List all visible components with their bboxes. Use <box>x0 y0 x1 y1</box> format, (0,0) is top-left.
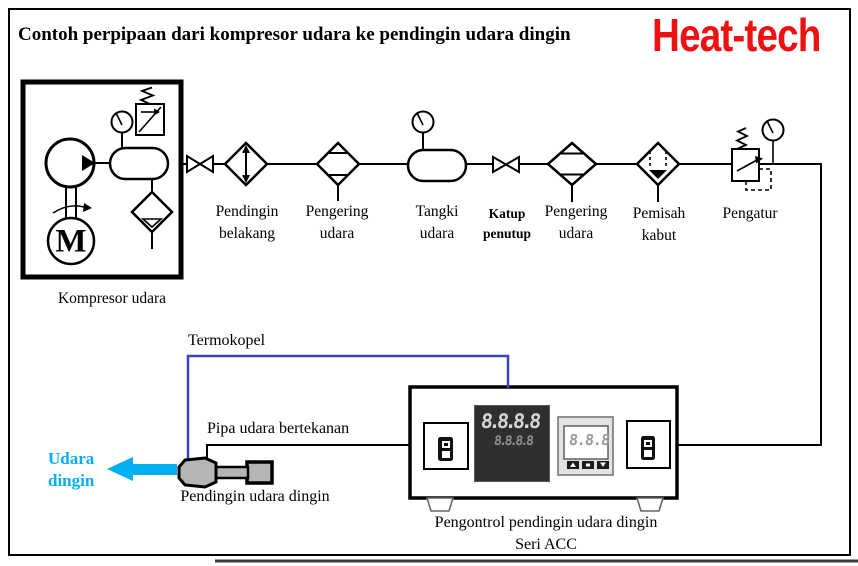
heat-tech-logo: Heat-tech <box>652 9 821 61</box>
mist-separator-icon <box>637 143 679 202</box>
regulator-gauge-icon <box>763 120 784 141</box>
cold-air-cooler-icon <box>179 458 272 487</box>
aftercooler-icon <box>225 143 267 185</box>
compressor-symbol <box>23 82 181 277</box>
label-aftercooler: belakang <box>219 225 275 242</box>
air-dryer2-icon <box>548 143 596 202</box>
label-compressor: Kompresor udara <box>57 290 167 307</box>
controller-display-secondary: 8.8.8.8 <box>493 434 533 449</box>
air-dryer-icon <box>317 143 359 201</box>
label-tank: udara <box>419 225 455 242</box>
pressure-gauge-icon <box>112 112 133 149</box>
check-valve-icon <box>187 156 213 172</box>
motor-letter: M <box>55 223 87 260</box>
receiver-tank-icon <box>110 148 168 179</box>
safety-valve-icon <box>136 88 164 136</box>
label-dryer1: udara <box>319 225 355 242</box>
controller-display-primary: 8.8.8.8 <box>479 409 539 433</box>
controller-foot <box>637 498 663 511</box>
label-dryer2: udara <box>558 225 594 242</box>
power-switch-icon <box>424 423 468 469</box>
label-controller-line2: Seri ACC <box>515 536 577 553</box>
setpoint-display-digits: 8.8.8 <box>568 431 611 449</box>
label-thermocouple: Termokopel <box>188 332 266 349</box>
label-mist-separator: kabut <box>641 227 677 244</box>
air-tank-icon <box>408 112 466 182</box>
label-shutoff-valve: Katup <box>488 206 526 221</box>
label-cold-air: dingin <box>48 471 95 490</box>
label-mist-separator: Pemisah <box>632 205 686 222</box>
label-cold-air: Udara <box>48 449 95 468</box>
drain-separator-icon <box>132 179 172 249</box>
shutoff-valve-icon <box>493 157 519 172</box>
page-title: Contoh perpipaan dari kompresor udara ke pendingin udara dingin <box>18 24 571 45</box>
label-regulator: Pengatur <box>722 205 778 222</box>
label-aftercooler: Pendingin <box>215 203 279 220</box>
label-dryer1: Pengering <box>305 203 369 220</box>
label-tank: Tangki <box>415 203 459 220</box>
label-pressure-pipe: Pipa udara bertekanan <box>207 420 350 437</box>
power-switch-icon <box>627 421 670 468</box>
controller-foot <box>427 498 453 511</box>
label-shutoff-valve: penutup <box>482 226 532 241</box>
label-dryer2: Pengering <box>544 203 608 220</box>
regulator-icon <box>732 120 784 191</box>
label-controller-line1: Pengontrol pendingin udara dingin <box>434 514 658 531</box>
label-cooler: Pendingin udara dingin <box>180 488 330 505</box>
cold-air-arrow-icon <box>107 457 177 481</box>
